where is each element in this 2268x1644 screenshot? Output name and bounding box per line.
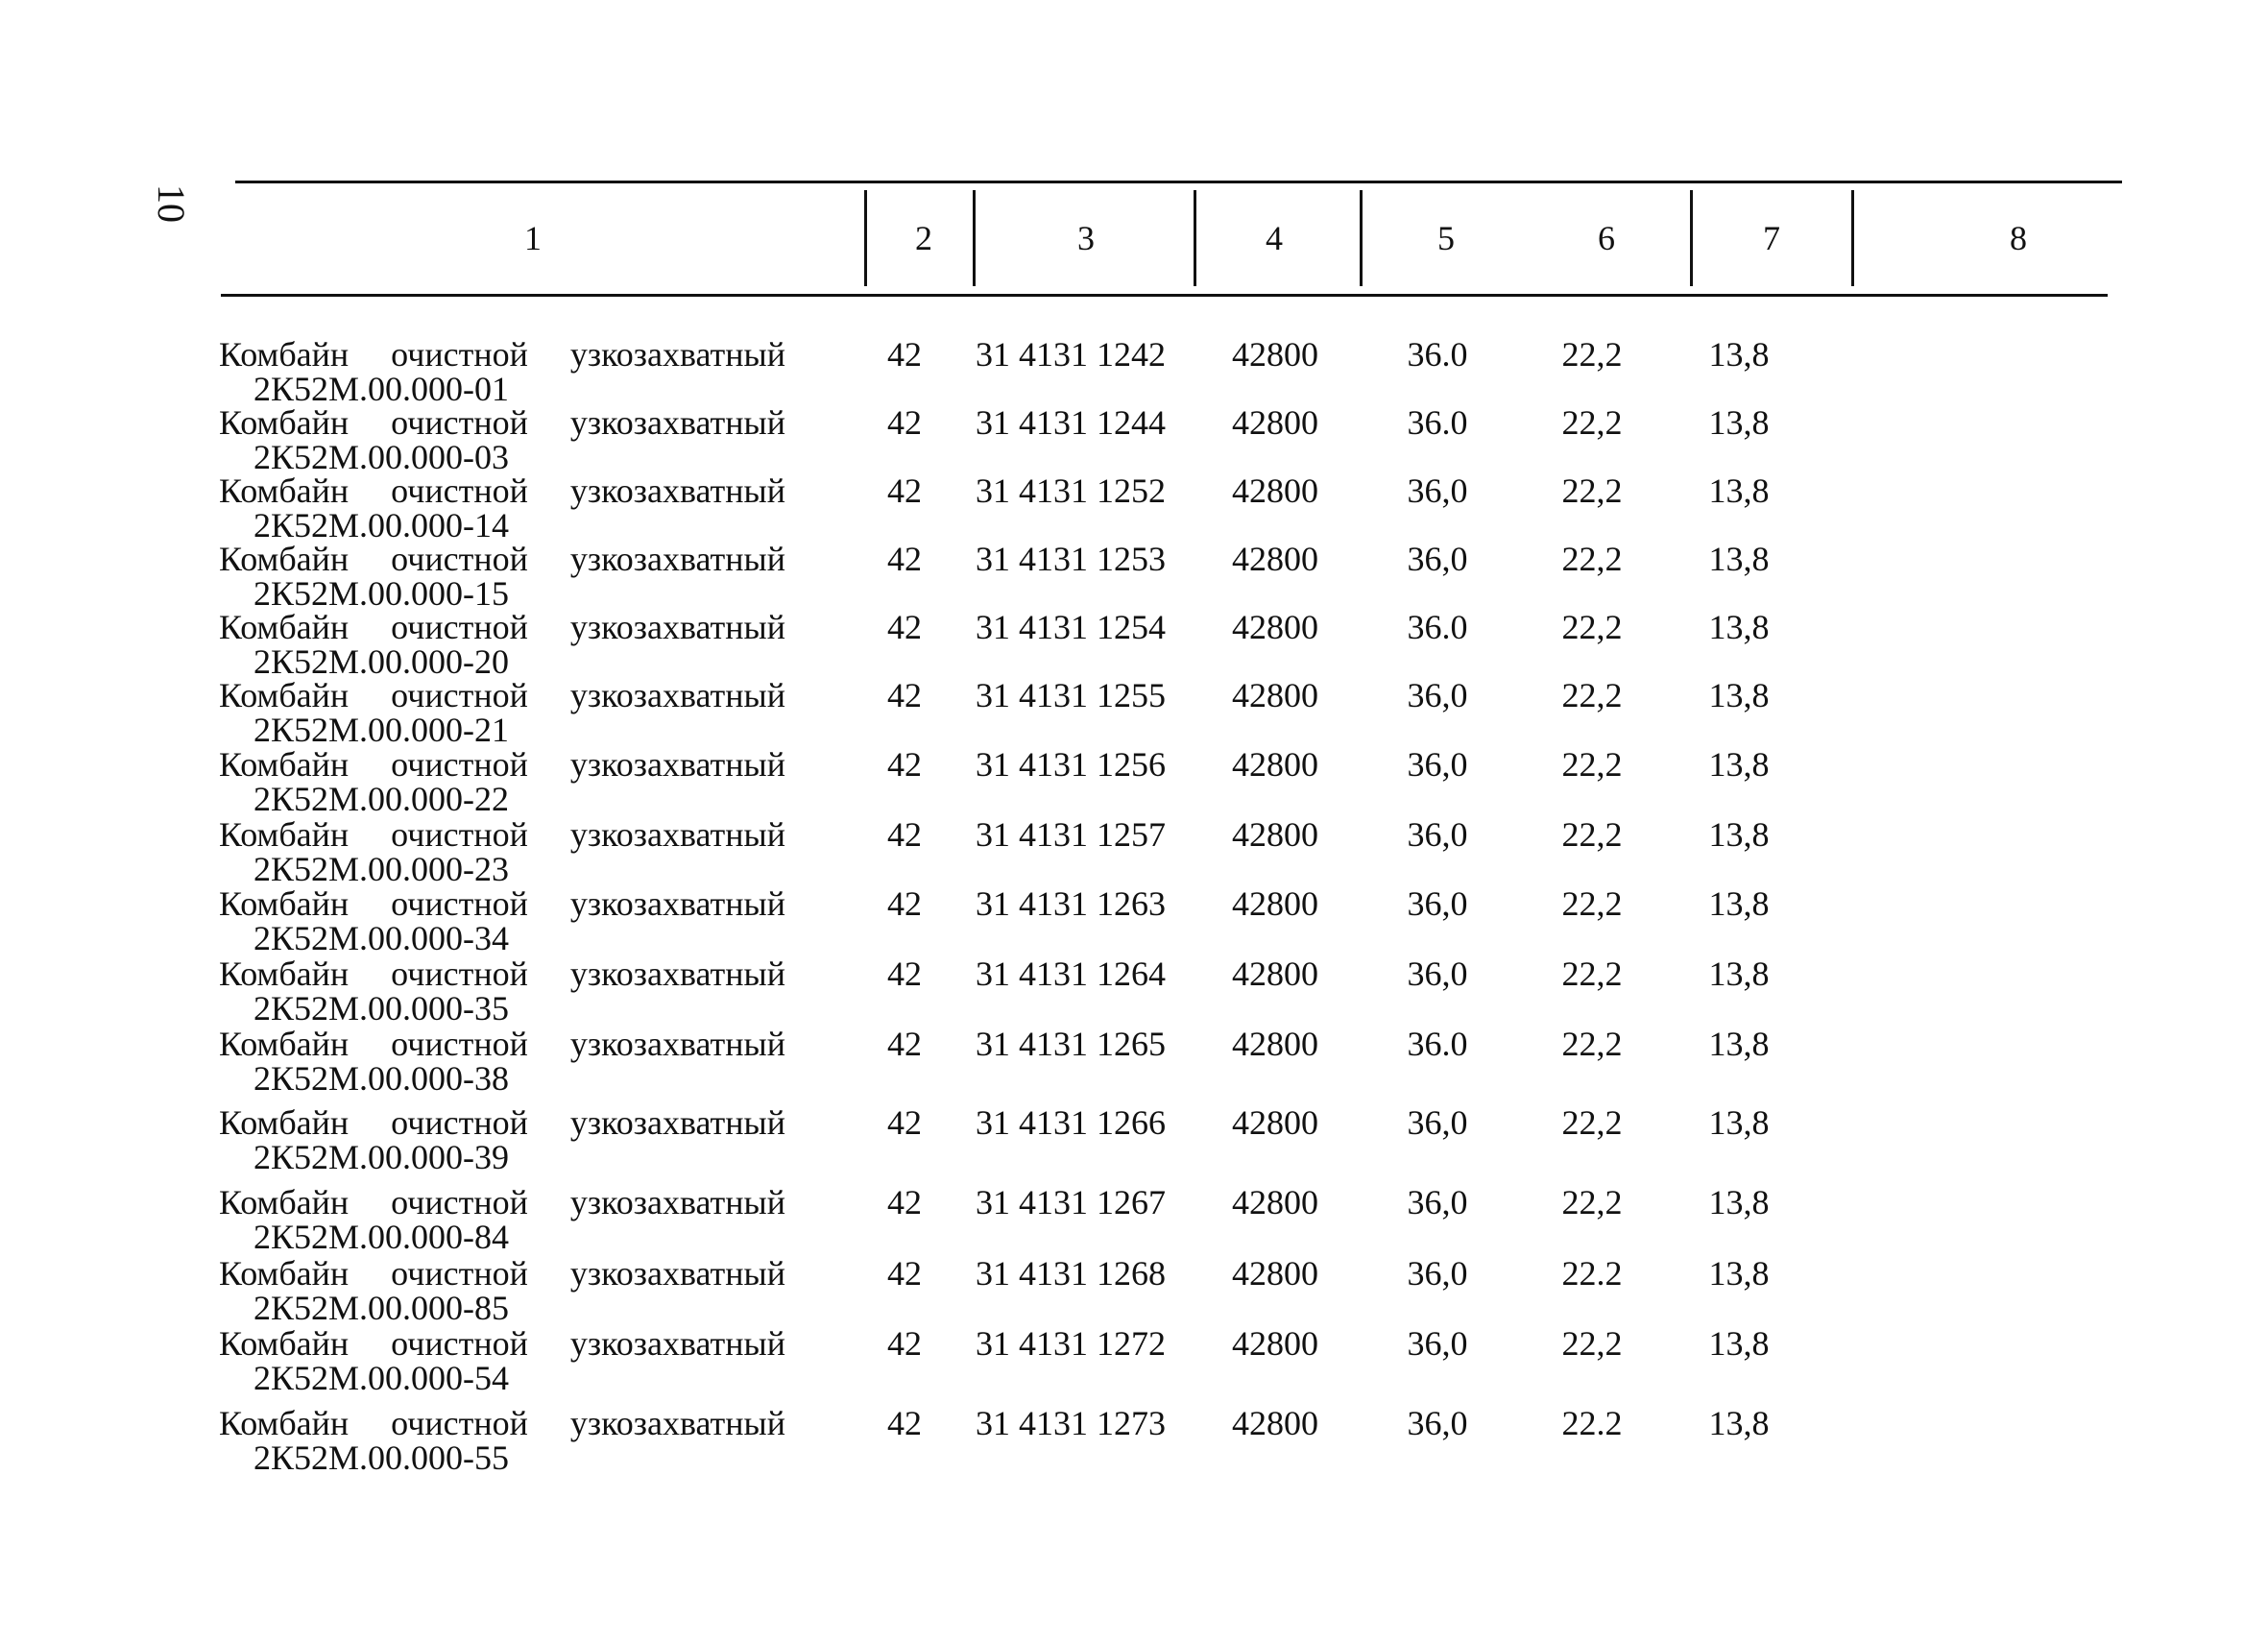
row-cell-col7: 13,8 [1708,815,1770,854]
row-cell-col5: 36,0 [1407,815,1468,854]
row-cell-col3: 31 4131 1252 [976,471,1166,510]
table-row [0,955,2268,1034]
row-code-cell: 2К52М.00.000-23 [253,850,510,888]
row-cell-col2: 42 [887,471,922,510]
row-cell-col2: 42 [887,815,922,854]
row-cell-col4: 42800 [1232,403,1318,442]
row-cell-col5: 36,0 [1407,1404,1468,1442]
row-name-cell: Комбайн очистной узкозахватный [219,1404,785,1442]
row-cell-col5: 36,0 [1407,1324,1468,1363]
row-cell-col5: 36.0 [1407,1025,1468,1063]
row-name-cell: Комбайн очистной узкозахватный [219,676,785,714]
row-cell-col6: 22,2 [1561,1103,1623,1142]
table-row [0,1104,2268,1183]
table-row [0,1325,2268,1404]
row-cell-col3: 31 4131 1266 [976,1103,1166,1142]
row-cell-col3: 31 4131 1272 [976,1324,1166,1363]
row-cell-col7: 13,8 [1708,608,1770,646]
row-cell-col7: 13,8 [1708,676,1770,714]
row-cell-col2: 42 [887,335,922,374]
row-cell-col2: 42 [887,1025,922,1063]
row-name-cell: Комбайн очистной узкозахватный [219,608,785,646]
row-cell-col2: 42 [887,676,922,714]
row-cell-col3: 31 4131 1268 [976,1254,1166,1293]
row-cell-col2: 42 [887,1324,922,1363]
row-cell-col2: 42 [887,1183,922,1221]
row-cell-col4: 42800 [1232,955,1318,993]
row-cell-col5: 36,0 [1407,1103,1468,1142]
row-cell-col7: 13,8 [1708,1324,1770,1363]
row-code-cell: 2К52М.00.000-84 [253,1218,510,1256]
row-name-cell: Комбайн очистной узкозахватный [219,540,785,578]
row-cell-col4: 42800 [1232,471,1318,510]
row-cell-col3: 31 4131 1242 [976,335,1166,374]
row-name-cell: Комбайн очистной узкозахватный [219,1183,785,1221]
column-header-2: 2 [915,219,932,257]
table-row [0,885,2268,964]
row-cell-col5: 36.0 [1407,608,1468,646]
column-header-8: 8 [2010,219,2027,257]
row-cell-col6: 22,2 [1561,1324,1623,1363]
row-cell-col4: 42800 [1232,1254,1318,1293]
row-code-cell: 2К52М.00.000-85 [253,1289,510,1327]
column-header-7: 7 [1763,219,1780,257]
row-cell-col2: 42 [887,1404,922,1442]
row-code-cell: 2К52М.00.000-20 [253,642,510,681]
row-name-cell: Комбайн очистной узкозахватный [219,1254,785,1293]
row-cell-col3: 31 4131 1255 [976,676,1166,714]
row-cell-col4: 42800 [1232,608,1318,646]
table-row [0,1255,2268,1334]
row-code-cell: 2К52М.00.000-14 [253,506,510,544]
row-name-cell: Комбайн очистной узкозахватный [219,1324,785,1363]
row-cell-col7: 13,8 [1708,884,1770,923]
row-cell-col2: 42 [887,608,922,646]
row-cell-col4: 42800 [1232,745,1318,784]
row-cell-col4: 42800 [1232,676,1318,714]
row-name-cell: Комбайн очистной узкозахватный [219,403,785,442]
row-cell-col4: 42800 [1232,1025,1318,1063]
row-cell-col4: 42800 [1232,1183,1318,1221]
row-cell-col4: 42800 [1232,335,1318,374]
row-cell-col6: 22,2 [1561,471,1623,510]
row-cell-col7: 13,8 [1708,540,1770,578]
column-header-1: 1 [524,219,542,257]
column-header-6: 6 [1598,219,1615,257]
row-cell-col7: 13,8 [1708,1254,1770,1293]
row-cell-col4: 42800 [1232,1103,1318,1142]
row-cell-col2: 42 [887,1254,922,1293]
row-cell-col6: 22,2 [1561,1183,1623,1221]
row-code-cell: 2К52М.00.000-01 [253,370,510,408]
row-name-cell: Комбайн очистной узкозахватный [219,1025,785,1063]
row-cell-col6: 22.2 [1561,1254,1623,1293]
table-row [0,677,2268,756]
row-cell-col5: 36.0 [1407,335,1468,374]
row-cell-col4: 42800 [1232,884,1318,923]
row-cell-col6: 22,2 [1561,676,1623,714]
row-code-cell: 2К52М.00.000-35 [253,989,510,1028]
row-cell-col7: 13,8 [1708,1103,1770,1142]
row-cell-col4: 42800 [1232,815,1318,854]
row-code-cell: 2К52М.00.000-03 [253,438,510,476]
row-cell-col5: 36,0 [1407,471,1468,510]
row-cell-col3: 31 4131 1253 [976,540,1166,578]
row-name-cell: Комбайн очистной узкозахватный [219,955,785,993]
row-cell-col6: 22,2 [1561,884,1623,923]
row-cell-col5: 36,0 [1407,1254,1468,1293]
row-cell-col3: 31 4131 1263 [976,884,1166,923]
row-cell-col5: 36,0 [1407,955,1468,993]
row-cell-col6: 22,2 [1561,335,1623,374]
row-cell-col2: 42 [887,1103,922,1142]
row-cell-col7: 13,8 [1708,403,1770,442]
row-cell-col7: 13,8 [1708,955,1770,993]
row-cell-col6: 22,2 [1561,955,1623,993]
row-name-cell: Комбайн очистной узкозахватный [219,471,785,510]
table-row [0,1184,2268,1263]
page-number: 10 [150,184,193,223]
row-code-cell: 2К52М.00.000-15 [253,574,510,613]
table-row [0,816,2268,895]
row-cell-col2: 42 [887,955,922,993]
row-cell-col7: 13,8 [1708,745,1770,784]
row-cell-col4: 42800 [1232,540,1318,578]
row-cell-col5: 36,0 [1407,540,1468,578]
row-code-cell: 2К52М.00.000-34 [253,919,510,957]
row-cell-col6: 22,2 [1561,1025,1623,1063]
row-cell-col3: 31 4131 1257 [976,815,1166,854]
row-name-cell: Комбайн очистной узкозахватный [219,745,785,784]
row-name-cell: Комбайн очистной узкозахватный [219,335,785,374]
row-cell-col3: 31 4131 1273 [976,1404,1166,1442]
row-cell-col3: 31 4131 1254 [976,608,1166,646]
row-cell-col6: 22,2 [1561,608,1623,646]
row-cell-col2: 42 [887,403,922,442]
row-cell-col5: 36,0 [1407,1183,1468,1221]
row-code-cell: 2К52М.00.000-22 [253,780,510,818]
row-cell-col7: 13,8 [1708,1183,1770,1221]
row-cell-col3: 31 4131 1244 [976,403,1166,442]
row-cell-col6: 22,2 [1561,815,1623,854]
row-cell-col7: 13,8 [1708,471,1770,510]
row-code-cell: 2К52М.00.000-21 [253,711,510,749]
row-code-cell: 2К52М.00.000-55 [253,1438,510,1477]
column-header-4: 4 [1266,219,1283,257]
row-cell-col6: 22,2 [1561,403,1623,442]
column-header-3: 3 [1077,219,1095,257]
row-cell-col5: 36,0 [1407,676,1468,714]
row-code-cell: 2К52М.00.000-38 [253,1059,510,1098]
row-cell-col3: 31 4131 1265 [976,1025,1166,1063]
row-cell-col6: 22,2 [1561,745,1623,784]
row-name-cell: Комбайн очистной узкозахватный [219,884,785,923]
row-cell-col5: 36.0 [1407,403,1468,442]
row-cell-col6: 22.2 [1561,1404,1623,1442]
row-cell-col2: 42 [887,745,922,784]
row-cell-col2: 42 [887,540,922,578]
row-cell-col3: 31 4131 1256 [976,745,1166,784]
row-cell-col7: 13,8 [1708,1404,1770,1442]
row-cell-col3: 31 4131 1264 [976,955,1166,993]
row-name-cell: Комбайн очистной узкозахватный [219,815,785,854]
row-cell-col6: 22,2 [1561,540,1623,578]
table-row [0,1026,2268,1104]
column-header-5: 5 [1437,219,1455,257]
row-cell-col4: 42800 [1232,1404,1318,1442]
row-cell-col3: 31 4131 1267 [976,1183,1166,1221]
row-cell-col7: 13,8 [1708,335,1770,374]
row-name-cell: Комбайн очистной узкозахватный [219,1103,785,1142]
row-code-cell: 2К52М.00.000-54 [253,1359,510,1397]
row-cell-col2: 42 [887,884,922,923]
row-cell-col4: 42800 [1232,1324,1318,1363]
row-code-cell: 2К52М.00.000-39 [253,1138,510,1176]
table-row [0,746,2268,825]
table-row [0,1405,2268,1484]
row-cell-col5: 36,0 [1407,884,1468,923]
row-cell-col5: 36,0 [1407,745,1468,784]
row-cell-col7: 13,8 [1708,1025,1770,1063]
